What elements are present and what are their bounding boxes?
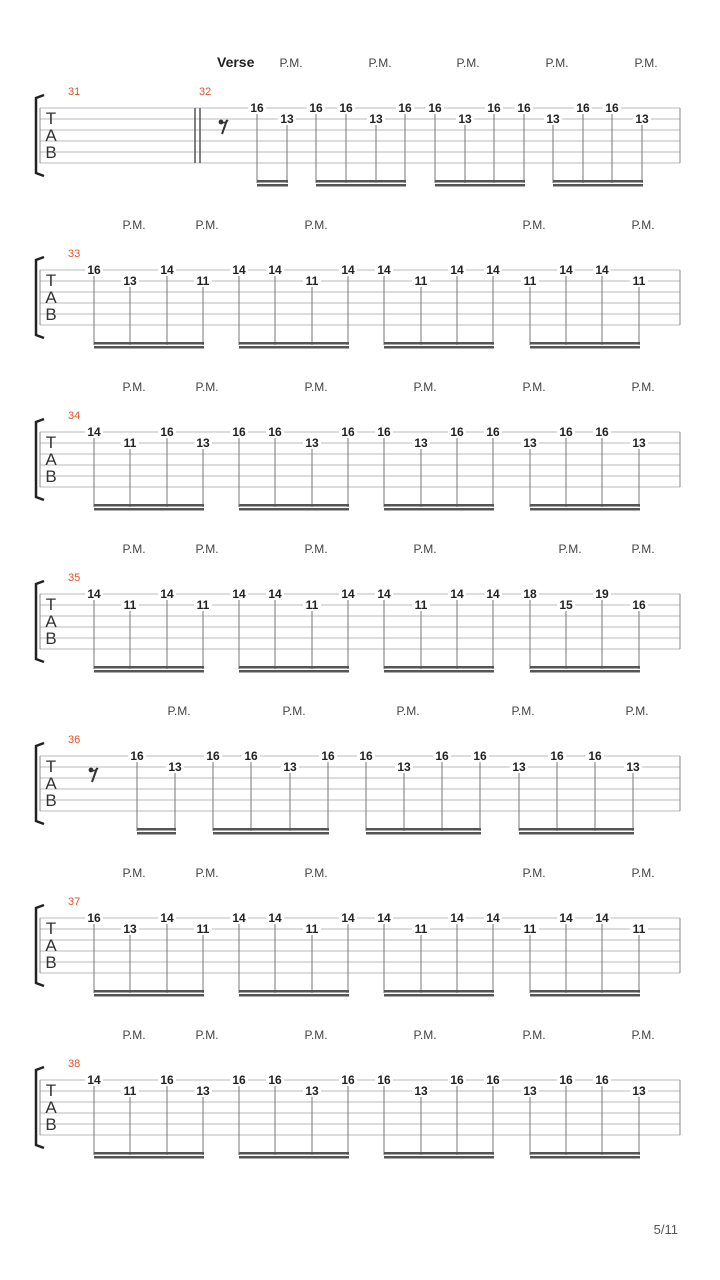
palm-mute-mark: P.M. [122, 542, 146, 556]
beam [239, 666, 349, 669]
palm-mute-mark: P.M. [122, 866, 146, 880]
fret-number: 16 [605, 101, 619, 115]
palm-mute-mark: P.M. [396, 704, 420, 718]
fret-number: 13 [523, 436, 537, 450]
palm-mute-mark: P.M. [122, 380, 146, 394]
palm-mute-mark: P.M. [195, 1028, 219, 1042]
measure-number: 33 [68, 248, 81, 260]
tab-clef-letter: B [45, 791, 57, 810]
beam [239, 508, 349, 511]
tab-clef-letter: A [45, 450, 57, 469]
fret-number: 14 [486, 911, 500, 925]
beam [530, 1156, 640, 1159]
fret-number: 14 [341, 911, 355, 925]
fret-number: 14 [160, 587, 174, 601]
fret-number: 13 [546, 112, 560, 126]
palm-mute-mark: P.M. [511, 704, 535, 718]
fret-number: 16 [321, 749, 335, 763]
fret-number: 16 [595, 425, 609, 439]
fret-number: 16 [87, 911, 101, 925]
fret-number: 16 [160, 425, 174, 439]
tab-clef-letter: T [45, 757, 57, 776]
tab-clef-letter: A [45, 288, 57, 307]
fret-number: 13 [305, 436, 319, 450]
measure-number: 38 [68, 1058, 81, 1070]
palm-mute-mark: P.M. [195, 218, 219, 232]
fret-number: 14 [268, 263, 282, 277]
fret-number: 16 [87, 263, 101, 277]
fret-number: 14 [87, 1073, 101, 1087]
palm-mute-mark: P.M. [279, 56, 303, 70]
fret-number: 16 [487, 101, 501, 115]
beam [213, 828, 329, 831]
fret-number: 11 [196, 922, 210, 936]
tab-clef-letter: A [45, 936, 57, 955]
fret-number: 16 [595, 1073, 609, 1087]
fret-number: 16 [377, 1073, 391, 1087]
beam [384, 1152, 494, 1155]
fret-number: 14 [450, 911, 464, 925]
fret-number: 15 [559, 598, 573, 612]
beam [435, 180, 525, 183]
beam [94, 508, 204, 511]
measure-number: 36 [68, 734, 81, 746]
beam [94, 342, 204, 345]
beam [137, 832, 176, 835]
fret-number: 16 [232, 425, 246, 439]
tab-clef-letter: A [45, 612, 57, 631]
palm-mute-mark: P.M. [304, 380, 328, 394]
fret-number: 14 [341, 587, 355, 601]
tab-clef-letter: T [45, 271, 57, 290]
fret-number: 13 [369, 112, 383, 126]
fret-number: 16 [232, 1073, 246, 1087]
fret-number: 11 [305, 922, 319, 936]
palm-mute-mark: P.M. [456, 56, 480, 70]
fret-number: 11 [414, 922, 428, 936]
fret-number: 13 [414, 436, 428, 450]
beam [94, 1156, 204, 1159]
beam [239, 342, 349, 345]
fret-number: 13 [632, 1084, 646, 1098]
beam [94, 504, 204, 507]
fret-number: 16 [435, 749, 449, 763]
beam [384, 508, 494, 511]
fret-number: 14 [232, 587, 246, 601]
beam [94, 990, 204, 993]
beam [257, 180, 288, 183]
fret-number: 13 [168, 760, 182, 774]
fret-number: 16 [450, 425, 464, 439]
fret-number: 11 [632, 922, 646, 936]
palm-mute-mark: P.M. [413, 1028, 437, 1042]
fret-number: 14 [87, 425, 101, 439]
beam [384, 670, 494, 673]
measure-number: 32 [199, 86, 212, 98]
fret-number: 14 [232, 263, 246, 277]
fret-number: 16 [268, 1073, 282, 1087]
palm-mute-mark: P.M. [282, 704, 306, 718]
fret-number: 16 [341, 1073, 355, 1087]
fret-number: 11 [523, 274, 537, 288]
palm-mute-mark: P.M. [304, 218, 328, 232]
fret-number: 11 [523, 922, 537, 936]
beam [530, 1152, 640, 1155]
palm-mute-mark: P.M. [195, 380, 219, 394]
fret-number: 16 [550, 749, 564, 763]
beam [530, 666, 640, 669]
fret-number: 16 [486, 1073, 500, 1087]
fret-number: 14 [160, 911, 174, 925]
fret-number: 14 [341, 263, 355, 277]
beam [519, 832, 634, 835]
fret-number: 11 [305, 598, 319, 612]
fret-number: 16 [244, 749, 258, 763]
beam [239, 994, 349, 997]
fret-number: 19 [595, 587, 609, 601]
fret-number: 11 [196, 598, 210, 612]
beam [384, 666, 494, 669]
measure-number: 37 [68, 896, 81, 908]
fret-number: 14 [377, 263, 391, 277]
fret-number: 16 [398, 101, 412, 115]
page-number: 5/11 [653, 1222, 678, 1237]
tab-clef-letter: A [45, 774, 57, 793]
palm-mute-mark: P.M. [304, 866, 328, 880]
fret-number: 13 [523, 1084, 537, 1098]
fret-number: 14 [559, 911, 573, 925]
fret-number: 16 [341, 425, 355, 439]
fret-number: 14 [377, 911, 391, 925]
palm-mute-mark: P.M. [413, 542, 437, 556]
beam [213, 832, 329, 835]
beam [239, 504, 349, 507]
fret-number: 16 [377, 425, 391, 439]
fret-number: 13 [123, 274, 137, 288]
fret-number: 14 [160, 263, 174, 277]
beam [530, 508, 640, 511]
fret-number: 14 [232, 911, 246, 925]
fret-number: 16 [206, 749, 220, 763]
beam [94, 346, 204, 349]
beam [384, 1156, 494, 1159]
beam [384, 990, 494, 993]
fret-number: 16 [632, 598, 646, 612]
fret-number: 11 [123, 436, 137, 450]
beam [137, 828, 176, 831]
fret-number: 16 [309, 101, 323, 115]
palm-mute-mark: P.M. [558, 542, 582, 556]
tab-clef-letter: T [45, 595, 57, 614]
tab-clef-letter: A [45, 126, 57, 145]
beam [366, 828, 481, 831]
fret-number: 11 [632, 274, 646, 288]
fret-number: 14 [486, 587, 500, 601]
beam [239, 1156, 349, 1159]
fret-number: 11 [305, 274, 319, 288]
tab-clef-letter: B [45, 953, 57, 972]
fret-number: 13 [123, 922, 137, 936]
tab-clef-letter: B [45, 305, 57, 324]
fret-number: 16 [559, 425, 573, 439]
fret-number: 14 [450, 587, 464, 601]
measure-number: 34 [68, 410, 81, 422]
fret-number: 11 [123, 598, 137, 612]
palm-mute-mark: P.M. [631, 380, 655, 394]
fret-number: 16 [428, 101, 442, 115]
fret-number: 14 [595, 263, 609, 277]
beam [316, 180, 406, 183]
palm-mute-mark: P.M. [122, 1028, 146, 1042]
palm-mute-mark: P.M. [631, 542, 655, 556]
fret-number: 16 [130, 749, 144, 763]
palm-mute-mark: P.M. [545, 56, 569, 70]
palm-mute-mark: P.M. [631, 1028, 655, 1042]
palm-mute-mark: P.M. [122, 218, 146, 232]
fret-number: 13 [280, 112, 294, 126]
fret-number: 16 [517, 101, 531, 115]
beam [553, 180, 643, 183]
palm-mute-mark: P.M. [167, 704, 191, 718]
beam [530, 504, 640, 507]
tab-clef-letter: T [45, 433, 57, 452]
fret-number: 14 [595, 911, 609, 925]
beam [530, 342, 640, 345]
fret-number: 16 [450, 1073, 464, 1087]
section-label: Verse [217, 54, 255, 70]
beam [435, 184, 525, 187]
palm-mute-mark: P.M. [625, 704, 649, 718]
tab-clef-letter: T [45, 109, 57, 128]
fret-number: 14 [377, 587, 391, 601]
fret-number: 11 [123, 1084, 137, 1098]
fret-number: 13 [632, 436, 646, 450]
tab-clef-letter: B [45, 143, 57, 162]
beam [384, 994, 494, 997]
fret-number: 14 [87, 587, 101, 601]
fret-number: 16 [559, 1073, 573, 1087]
fret-number: 16 [339, 101, 353, 115]
measure-number: 35 [68, 572, 81, 584]
beam [384, 342, 494, 345]
beam [530, 346, 640, 349]
palm-mute-mark: P.M. [522, 380, 546, 394]
fret-number: 14 [559, 263, 573, 277]
beam [239, 1152, 349, 1155]
fret-number: 14 [268, 911, 282, 925]
beam [530, 990, 640, 993]
beam [530, 670, 640, 673]
fret-number: 11 [414, 274, 428, 288]
fret-number: 13 [283, 760, 297, 774]
beam [239, 346, 349, 349]
palm-mute-mark: P.M. [522, 1028, 546, 1042]
fret-number: 16 [588, 749, 602, 763]
beam [530, 994, 640, 997]
palm-mute-mark: P.M. [522, 218, 546, 232]
beam [239, 990, 349, 993]
fret-number: 13 [512, 760, 526, 774]
palm-mute-mark: P.M. [634, 56, 658, 70]
palm-mute-mark: P.M. [304, 1028, 328, 1042]
beam [553, 184, 643, 187]
fret-number: 16 [160, 1073, 174, 1087]
palm-mute-mark: P.M. [368, 56, 392, 70]
fret-number: 13 [397, 760, 411, 774]
beam [316, 184, 406, 187]
fret-number: 11 [414, 598, 428, 612]
fret-number: 14 [486, 263, 500, 277]
fret-number: 13 [196, 1084, 210, 1098]
tab-clef-letter: A [45, 1098, 57, 1117]
palm-mute-mark: P.M. [304, 542, 328, 556]
beam [519, 828, 634, 831]
beam [239, 670, 349, 673]
fret-number: 13 [305, 1084, 319, 1098]
beam [384, 504, 494, 507]
palm-mute-mark: P.M. [631, 218, 655, 232]
tab-clef-letter: B [45, 629, 57, 648]
tab-clef-letter: B [45, 467, 57, 486]
beam [94, 670, 204, 673]
fret-number: 13 [626, 760, 640, 774]
palm-mute-mark: P.M. [195, 866, 219, 880]
fret-number: 13 [635, 112, 649, 126]
fret-number: 13 [458, 112, 472, 126]
beam [366, 832, 481, 835]
fret-number: 16 [473, 749, 487, 763]
beam [94, 994, 204, 997]
fret-number: 14 [450, 263, 464, 277]
fret-number: 13 [414, 1084, 428, 1098]
fret-number: 16 [576, 101, 590, 115]
fret-number: 13 [196, 436, 210, 450]
palm-mute-mark: P.M. [631, 866, 655, 880]
palm-mute-mark: P.M. [195, 542, 219, 556]
fret-number: 18 [523, 587, 537, 601]
tab-clef-letter: T [45, 919, 57, 938]
palm-mute-mark: P.M. [522, 866, 546, 880]
fret-number: 14 [268, 587, 282, 601]
palm-mute-mark: P.M. [413, 380, 437, 394]
fret-number: 11 [196, 274, 210, 288]
beam [384, 346, 494, 349]
beam [257, 184, 288, 187]
fret-number: 16 [268, 425, 282, 439]
fret-number: 16 [359, 749, 373, 763]
fret-number: 16 [250, 101, 264, 115]
measure-number: 31 [68, 86, 81, 98]
beam [94, 1152, 204, 1155]
tab-clef-letter: T [45, 1081, 57, 1100]
fret-number: 16 [486, 425, 500, 439]
beam [94, 666, 204, 669]
tab-clef-letter: B [45, 1115, 57, 1134]
